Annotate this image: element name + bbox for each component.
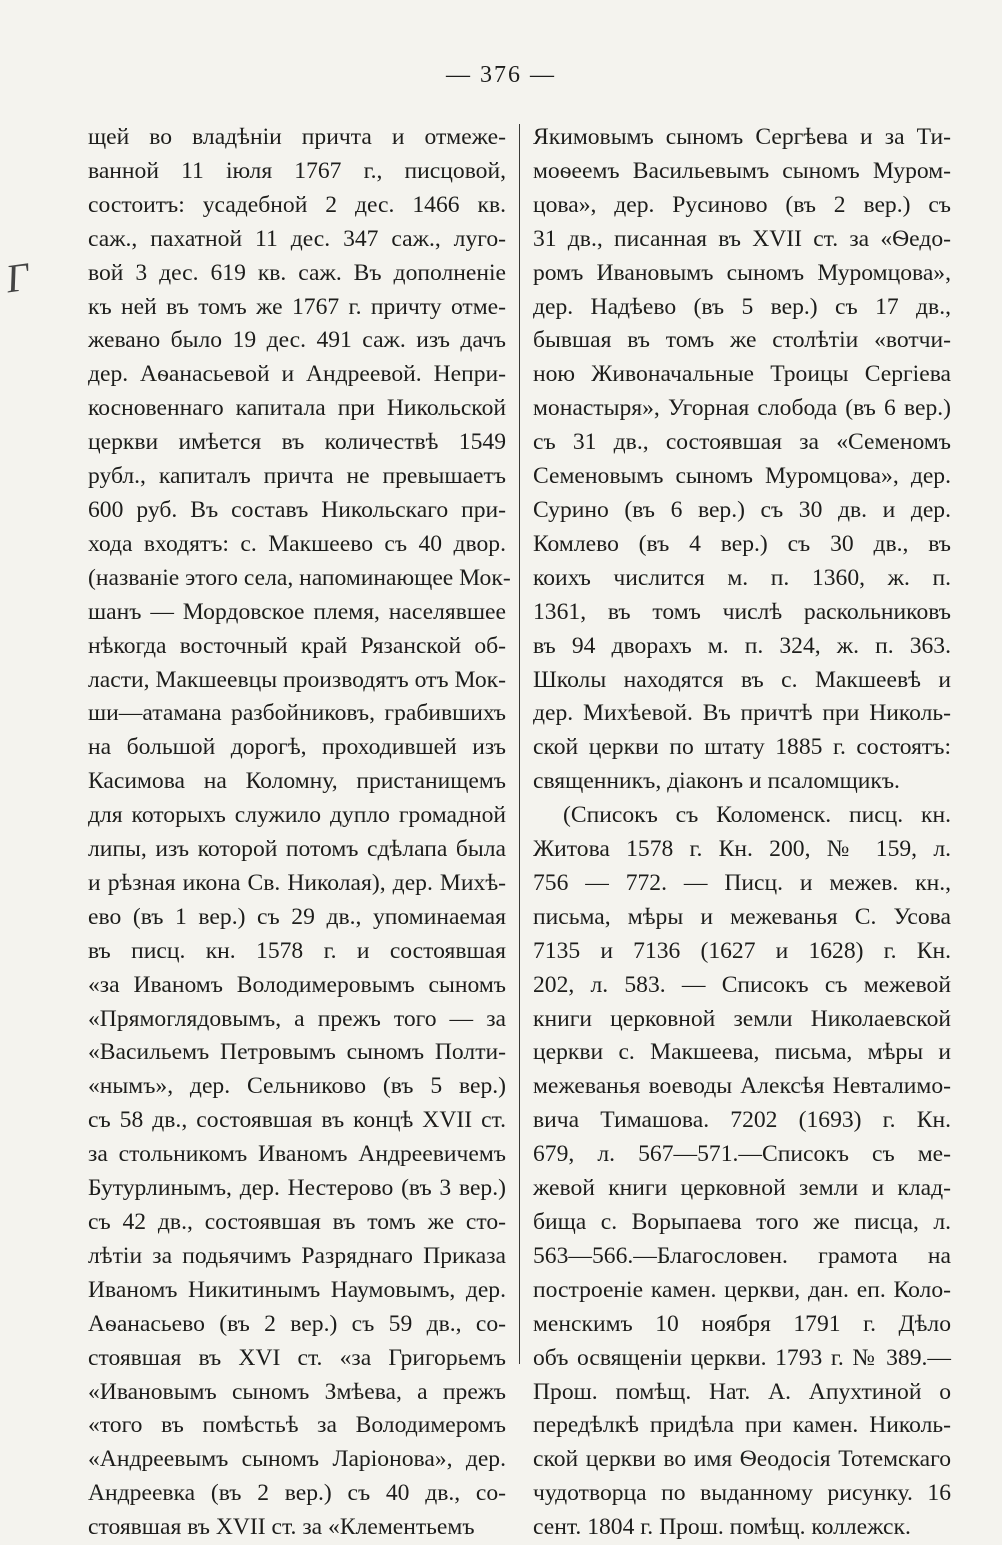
text-line: 1361, въ томъ числѣ раскольниковъ bbox=[533, 598, 951, 625]
text-line: письма, мѣры и межеванья С. Усова bbox=[533, 903, 951, 930]
margin-handwritten-mark: Г bbox=[2, 253, 32, 302]
text-line: (Списокъ съ Коломенск. писц. кн. bbox=[563, 802, 951, 829]
text-line: саж., пахатной 11 дес. 347 саж., луго- bbox=[88, 225, 506, 252]
text-line: состоитъ: усадебной 2 дес. 1466 кв. bbox=[88, 191, 506, 218]
text-line: ванной 11 іюля 1767 г., писцовой, bbox=[88, 157, 506, 184]
text-line: 202, л. 583. — Списокъ съ межевой bbox=[533, 971, 951, 998]
text-line: шанъ — Мордовское племя, населявшее bbox=[88, 598, 506, 625]
text-line: ши—атамана разбойниковъ, грабившихъ bbox=[88, 700, 506, 727]
text-line: дер. Аѳанасьевой и Андреевой. Непри- bbox=[88, 361, 506, 388]
right-text-column bbox=[533, 121, 951, 1545]
text-line: «Ивановымъ сыномъ Змѣева, а прежъ bbox=[88, 1378, 506, 1405]
text-line: дер. Михѣевой. Въ причтѣ при Николь- bbox=[533, 700, 951, 727]
text-line: чудотворца по выданному рисунку. 16 bbox=[533, 1480, 951, 1507]
text-line: и рѣзная икона Св. Николая), дер. Михѣ- bbox=[88, 869, 506, 896]
text-line: 679, л. 567—571.—Списокъ съ ме- bbox=[533, 1141, 951, 1168]
text-line: Прош. помѣщ. Нат. А. Апухтиной о bbox=[533, 1378, 951, 1405]
text-line: Аѳанасьево (въ 2 вер.) съ 59 дв., со- bbox=[88, 1310, 506, 1337]
text-line: 7135 и 7136 (1627 и 1628) г. Кн. bbox=[533, 937, 951, 964]
text-line: межеванья воеводы Алексѣя Невталимо- bbox=[533, 1073, 951, 1100]
text-line: стоявшая въ XVII ст. за «Клементьемъ bbox=[88, 1514, 475, 1541]
text-line: вой 3 дес. 619 кв. саж. Въ дополненіе bbox=[88, 259, 506, 286]
text-line: Бутурлинымъ, дер. Нестерово (въ 3 вер.) bbox=[88, 1175, 506, 1202]
text-line: жевой книги церковной земли и клад- bbox=[533, 1175, 951, 1202]
page-number: — 376 — bbox=[446, 62, 556, 88]
text-line: 31 дв., писанная въ XVII ст. за «Ѳедо- bbox=[533, 225, 951, 252]
text-line: ромъ Ивановымъ сыномъ Муромцова», bbox=[533, 259, 951, 286]
text-line: моѳеемъ Васильевымъ сыномъ Муром- bbox=[533, 157, 951, 184]
text-line: «Прямоглядовымъ, а прежъ того — за bbox=[88, 1005, 506, 1032]
text-line: хода входятъ: с. Макшеево съ 40 двор. bbox=[88, 530, 506, 557]
text-line: за стольникомъ Иваномъ Андреевичемъ bbox=[88, 1141, 506, 1168]
text-line: Школы находятся въ с. Макшеевѣ и bbox=[533, 666, 951, 693]
text-line: Касимова на Коломну, пристанищемъ bbox=[88, 768, 506, 795]
text-line: косновеннаго капитала при Никольской bbox=[88, 395, 506, 422]
text-line: ской церкви по штату 1885 г. состоятъ: bbox=[533, 734, 951, 761]
text-line: 756 — 772. — Писц. и межев. кн., bbox=[533, 869, 951, 896]
text-line: «за Иваномъ Володимеровымъ сыномъ bbox=[88, 971, 506, 998]
text-line: «того въ помѣстьѣ за Володимеромъ bbox=[88, 1412, 506, 1439]
text-line: ево (въ 1 вер.) съ 29 дв., упоминаемая bbox=[88, 903, 506, 930]
text-line: нѣкогда восточный край Рязанской об- bbox=[88, 632, 506, 659]
text-line: церкви имѣется въ количествѣ 1549 bbox=[88, 429, 506, 456]
text-line: Сурино (въ 6 вер.) съ 30 дв. и дер. bbox=[533, 496, 951, 523]
text-line: коихъ числится м. п. 1360, ж. п. bbox=[533, 564, 951, 591]
text-line: въ писц. кн. 1578 г. и состоявшая bbox=[88, 937, 506, 964]
text-line: липы, изъ которой потомъ сдѣлапа была bbox=[88, 836, 506, 863]
text-line: Комлево (въ 4 вер.) съ 30 дв., въ bbox=[533, 530, 951, 557]
text-line: 563—566.—Благословен. грамота на bbox=[533, 1242, 951, 1269]
text-line: монастыря», Угорная слобода (въ 6 вер.) bbox=[533, 395, 951, 422]
text-line: жевано было 19 дес. 491 саж. изъ дачъ bbox=[88, 327, 506, 354]
text-line: на большой дорогѣ, проходившей изъ bbox=[88, 734, 506, 761]
text-line: (названіе этого села, напоминающее Мок- bbox=[88, 564, 511, 591]
text-line: съ 42 дв., состоявшая въ томъ же сто- bbox=[88, 1209, 506, 1235]
text-line: менскимъ 10 ноября 1791 г. Дѣло bbox=[533, 1310, 951, 1337]
text-line: ласти, Макшеевцы производятъ отъ Мок- bbox=[88, 666, 506, 693]
text-line: Иваномъ Никитинымъ Наумовымъ, дер. bbox=[88, 1276, 506, 1303]
text-line: бывшая въ томъ же столѣтіи «вотчи- bbox=[533, 327, 951, 354]
text-line: дер. Надѣево (въ 5 вер.) съ 17 дв., bbox=[533, 293, 951, 320]
text-line: бища с. Ворыпаева того же писца, л. bbox=[533, 1209, 951, 1235]
text-line: рубл., капиталъ причта не превышаетъ bbox=[88, 463, 506, 490]
text-line: щей во владѣніи причта и отмеже- bbox=[88, 124, 506, 150]
text-line: Якимовымъ сыномъ Сергѣева и за Ти- bbox=[533, 124, 951, 150]
text-line: объ освященіи церкви. 1793 г. № 389.— bbox=[533, 1344, 951, 1371]
text-line: «Андреевымъ сыномъ Ларіонова», дер. bbox=[88, 1446, 506, 1473]
text-line: церкви с. Макшеева, письма, мѣры и bbox=[533, 1039, 951, 1066]
text-line: Житова 1578 г. Кн. 200, № 159, л. bbox=[533, 836, 951, 863]
text-line: вича Тимашова. 7202 (1693) г. Кн. bbox=[533, 1107, 951, 1134]
text-line: лѣтіи за подьячимъ Разряднаго Приказа bbox=[88, 1242, 506, 1269]
text-line: ской церкви во имя Ѳеодосія Тотемскаго bbox=[533, 1446, 951, 1473]
column-divider bbox=[519, 124, 520, 1364]
text-line: сент. 1804 г. Прош. помѣщ. коллежск. bbox=[533, 1514, 911, 1541]
text-line: «нымъ», дер. Сельниково (въ 5 вер.) bbox=[88, 1073, 506, 1100]
text-line: 600 руб. Въ составъ Никольскаго при- bbox=[88, 496, 506, 523]
text-line: священникъ, діаконъ и псаломщикъ. bbox=[533, 768, 900, 795]
text-line: передѣлкѣ придѣла при камен. Николь- bbox=[533, 1412, 951, 1439]
text-line: книги церковной земли Николаевской bbox=[533, 1005, 951, 1032]
left-text-column bbox=[88, 121, 511, 1545]
text-line: Андреевка (въ 2 вер.) съ 40 дв., со- bbox=[88, 1480, 506, 1507]
text-line: ною Живоначальные Троицы Сергіева bbox=[533, 361, 951, 388]
text-line: цова», дер. Русиново (въ 2 вер.) съ bbox=[533, 191, 951, 218]
text-line: къ ней въ томъ же 1767 г. причту отме- bbox=[88, 293, 506, 320]
text-line: съ 31 дв., состоявшая за «Семеномъ bbox=[533, 429, 951, 456]
text-line: «Васильемъ Петровымъ сыномъ Полти- bbox=[88, 1039, 506, 1066]
text-line: построеніе камен. церкви, дан. еп. Коло- bbox=[533, 1276, 951, 1303]
text-line: Семеновымъ сыномъ Муромцова», дер. bbox=[533, 463, 951, 490]
text-line: для которыхъ служило дупло громадной bbox=[88, 802, 506, 829]
text-line: съ 58 дв., состоявшая въ концѣ XVII ст. bbox=[88, 1107, 506, 1134]
text-line: стоявшая въ XVI ст. «за Григорьемъ bbox=[88, 1344, 506, 1371]
text-line: въ 94 дворахъ м. п. 324, ж. п. 363. bbox=[533, 632, 951, 659]
